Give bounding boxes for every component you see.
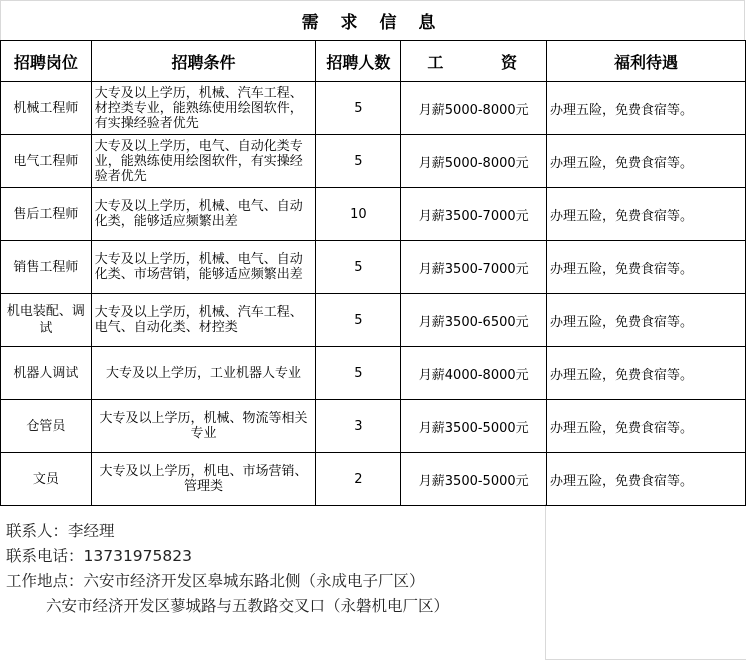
cell-salary: 月薪3500-5000元 xyxy=(401,453,547,506)
cell-headcount: 5 xyxy=(316,135,401,188)
cell-headcount: 5 xyxy=(316,241,401,294)
cell-headcount: 3 xyxy=(316,400,401,453)
cell-requirements: 大专及以上学历，机电、市场营销、管理类 xyxy=(91,453,316,506)
cell-requirements: 大专及以上学历，机械、汽车工程、材控类专业，能熟练使用绘图软件，有实操经验者优先 xyxy=(91,82,316,135)
table-row xyxy=(1,135,746,188)
contact-info xyxy=(6,519,449,619)
table-row xyxy=(1,453,746,506)
work-address-primary: 工作地点：六安市经济开发区皋城东路北侧（永成电子厂区） xyxy=(6,572,425,590)
cell-benefits: 办理五险，免费食宿等。 xyxy=(547,294,746,347)
cell-position: 销售工程师 xyxy=(1,241,92,294)
cell-benefits: 办理五险，免费食宿等。 xyxy=(547,188,746,241)
table-row xyxy=(1,188,746,241)
cell-requirements: 大专及以上学历，机械、汽车工程、电气、自动化类、材控类 xyxy=(91,294,316,347)
cell-benefits: 办理五险，免费食宿等。 xyxy=(547,347,746,400)
cell-salary: 月薪5000-8000元 xyxy=(401,135,547,188)
page-title: 需 求 信 息 xyxy=(0,0,745,40)
contact-person: 联系人：李经理 xyxy=(6,522,115,540)
header-benefits: 福利待遇 xyxy=(547,41,746,82)
header-headcount: 招聘人数 xyxy=(316,41,401,82)
table-row xyxy=(1,82,746,135)
header-row xyxy=(1,41,746,82)
table-row xyxy=(1,241,746,294)
table-row xyxy=(1,347,746,400)
cell-position: 机电装配、调试 xyxy=(1,294,92,347)
cell-headcount: 5 xyxy=(316,347,401,400)
cell-benefits: 办理五险，免费食宿等。 xyxy=(547,453,746,506)
contact-phone: 联系电话：13731975823 xyxy=(6,547,192,565)
cell-benefits: 办理五险，免费食宿等。 xyxy=(547,241,746,294)
header-salary: 工 资 xyxy=(401,41,547,82)
cell-salary: 月薪3500-6500元 xyxy=(401,294,547,347)
cell-headcount: 2 xyxy=(316,453,401,506)
cell-benefits: 办理五险，免费食宿等。 xyxy=(547,82,746,135)
cell-requirements: 大专及以上学历，机械、电气、自动化类、市场营销，能够适应频繁出差 xyxy=(91,241,316,294)
cell-position: 机器人调试 xyxy=(1,347,92,400)
cell-requirements: 大专及以上学历，工业机器人专业 xyxy=(91,347,316,400)
cell-position: 售后工程师 xyxy=(1,188,92,241)
cell-headcount: 10 xyxy=(316,188,401,241)
cell-headcount: 5 xyxy=(316,82,401,135)
cell-benefits: 办理五险，免费食宿等。 xyxy=(547,400,746,453)
table-row xyxy=(1,294,746,347)
cell-position: 仓管员 xyxy=(1,400,92,453)
work-address-secondary: 六安市经济开发区蓼城路与五教路交叉口（永磐机电厂区） xyxy=(46,597,450,615)
header-requirements: 招聘条件 xyxy=(91,41,316,82)
cell-benefits: 办理五险，免费食宿等。 xyxy=(547,135,746,188)
cell-requirements: 大专及以上学历，机械、电气、自动化类，能够适应频繁出差 xyxy=(91,188,316,241)
cell-position: 电气工程师 xyxy=(1,135,92,188)
cell-position: 机械工程师 xyxy=(1,82,92,135)
cell-salary: 月薪3500-5000元 xyxy=(401,400,547,453)
cell-position: 文员 xyxy=(1,453,92,506)
recruitment-table xyxy=(0,40,746,506)
cell-salary: 月薪3500-7000元 xyxy=(401,188,547,241)
cell-requirements: 大专及以上学历，机械、物流等相关专业 xyxy=(91,400,316,453)
cell-headcount: 5 xyxy=(316,294,401,347)
empty-cells xyxy=(545,504,746,660)
table-row xyxy=(1,400,746,453)
cell-salary: 月薪4000-8000元 xyxy=(401,347,547,400)
cell-salary: 月薪3500-7000元 xyxy=(401,241,547,294)
header-position: 招聘岗位 xyxy=(1,41,92,82)
cell-salary: 月薪5000-8000元 xyxy=(401,82,547,135)
cell-requirements: 大专及以上学历，电气、自动化类专业，能熟练使用绘图软件，有实操经验者优先 xyxy=(91,135,316,188)
